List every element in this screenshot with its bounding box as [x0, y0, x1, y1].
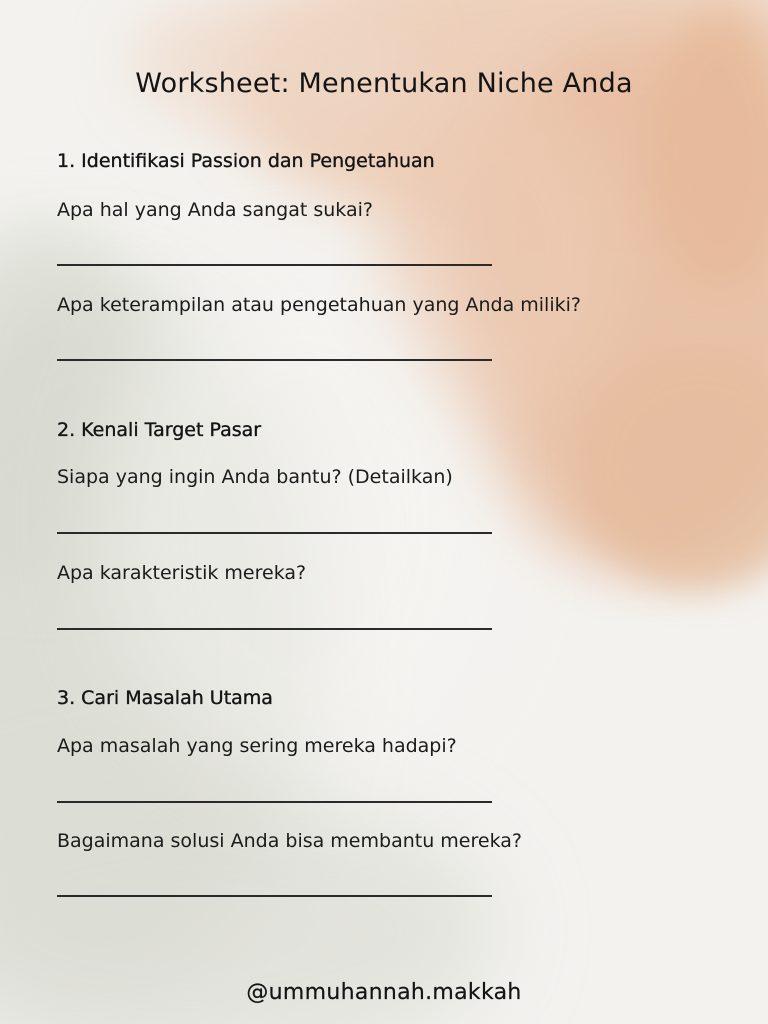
- question-problems: Apa masalah yang sering mereka hadapi?: [57, 735, 457, 757]
- page-title: Worksheet: Menentukan Niche Anda: [135, 68, 633, 99]
- question-passion: Apa hal yang Anda sangat sukai?: [57, 199, 373, 221]
- answer-line: [57, 801, 492, 803]
- answer-line: [57, 264, 492, 266]
- section-heading-target-market: 2. Kenali Target Pasar: [57, 419, 262, 441]
- question-characteristics: Apa karakteristik mereka?: [57, 562, 307, 584]
- section-heading-passion: 1. Identifikasi Passion dan Pengetahuan: [57, 150, 435, 172]
- answer-line: [57, 532, 492, 534]
- question-skills: Apa keterampilan atau pengetahuan yang Anda miliki?: [57, 294, 581, 316]
- section-heading-main-problem: 3. Cari Masalah Utama: [57, 687, 273, 709]
- question-audience: Siapa yang ingin Anda bantu? (Detailkan): [57, 466, 453, 488]
- answer-line: [57, 628, 492, 630]
- question-solution: Bagaimana solusi Anda bisa membantu mereka?: [57, 830, 522, 852]
- answer-line: [57, 895, 492, 897]
- footer-social-handle: @ummuhannah.makkah: [246, 980, 522, 1005]
- answer-line: [57, 359, 492, 361]
